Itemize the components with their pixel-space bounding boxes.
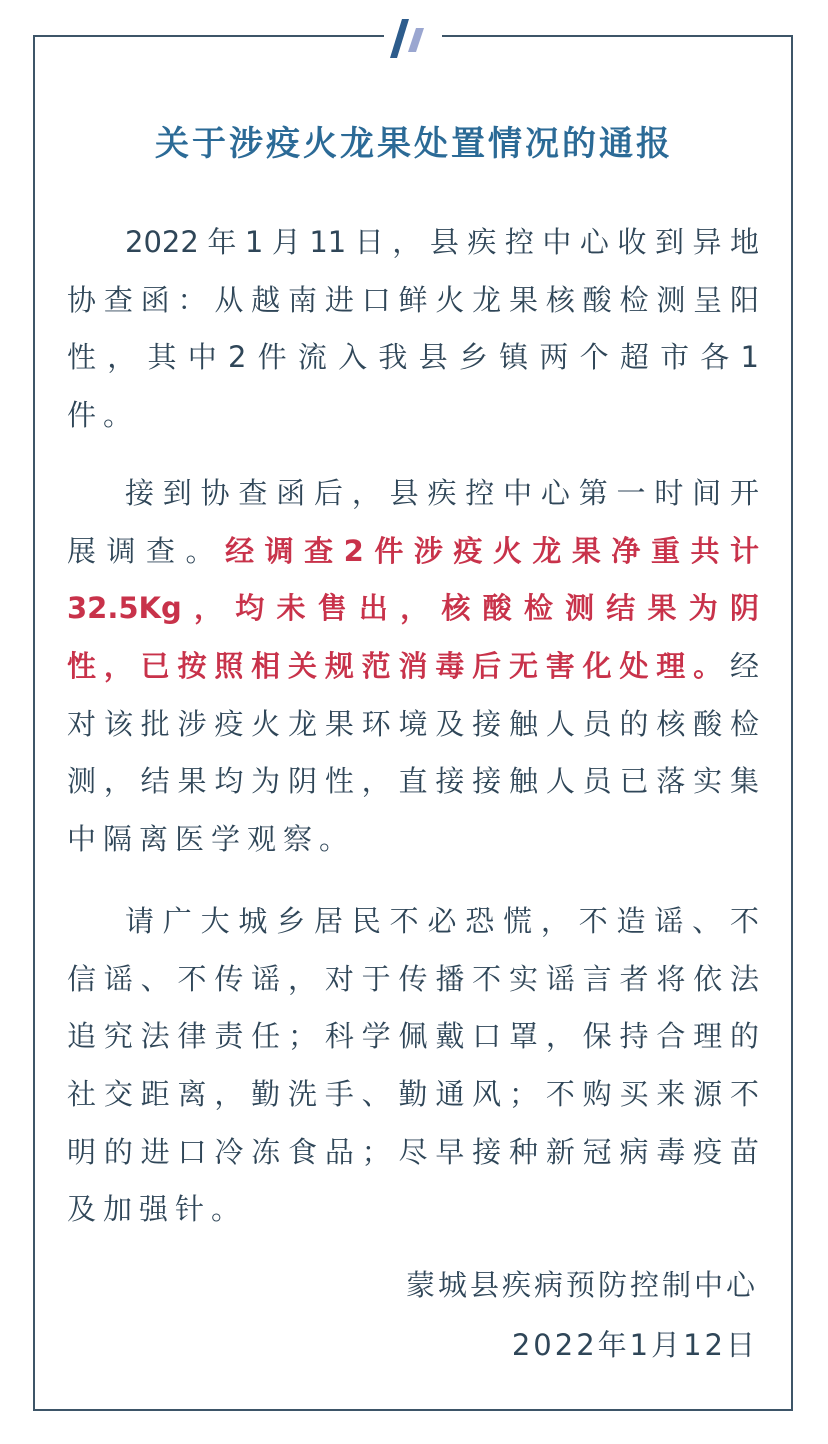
text-line [67,1008,759,1066]
text-line [67,638,759,696]
text-line [67,951,759,1009]
body-text: 信谣、不传谣，对于传播不实谣言者将依法 [67,961,759,996]
text-line [67,329,759,387]
text-line [67,465,759,523]
signature-date: 2022年1月12日 [511,1328,758,1362]
text-line [67,753,759,811]
text-line [67,523,759,581]
page-title: 关于涉疫火龙果处置情况的通报 [155,124,673,164]
text-line [67,893,759,951]
body-text: 对该批涉疫火龙果环境及接触人员的核酸检 [67,706,759,741]
body-text: 展调查。 [67,533,226,568]
text-line [67,1124,759,1182]
body-text: 及加强针。 [67,1192,248,1227]
text-line [67,811,759,869]
text-line [67,1181,759,1239]
signature-org: 蒙城县疾病预防控制中心 [405,1268,758,1302]
text-line [67,696,759,754]
body-text: 测，结果均为阴性，直接接触人员已落实集 [67,764,759,799]
body-text: 明的进口冷冻食品；尽早接种新冠病毒疫苗 [67,1134,759,1169]
body-text: 件。 [67,398,140,433]
text-line [67,580,759,638]
paragraph-3 [67,893,759,1239]
body-text: 中隔离医学观察。 [67,822,356,857]
body-text: 请广大城乡居民不必恐慌，不造谣、不 [125,904,759,938]
text-line [67,272,759,330]
body-text: 经 [729,649,759,684]
text-line [67,1066,759,1124]
body-text: 2022年1月11日，县疾控中心收到异地 [125,225,759,259]
body-text: 追究法律责任；科学佩戴口罩，保持合理的 [67,1019,759,1054]
highlighted-text: 32.5Kg，均未售出，核酸检测结果为阴 [67,591,759,626]
highlighted-text: 性，已按照相关规范消毒后无害化处理。 [67,649,730,684]
body-text: 社交距离，勤洗手、勤通风；不购买来源不 [67,1077,759,1112]
body-text: 接到协查函后，县疾控中心第一时间开 [125,476,759,510]
body-text: 性，其中2件流入我县乡镇两个超市各1 [67,340,759,375]
text-line [67,214,759,272]
slash-logo-icon [384,12,442,62]
body-text: 协查函：从越南进口鲜火龙果核酸检测呈阳 [67,282,759,317]
paragraph-1 [67,214,759,445]
paragraph-2 [67,465,759,869]
text-line [67,387,759,445]
highlighted-text: 经调查2件涉疫火龙果净重共计 [225,533,759,568]
